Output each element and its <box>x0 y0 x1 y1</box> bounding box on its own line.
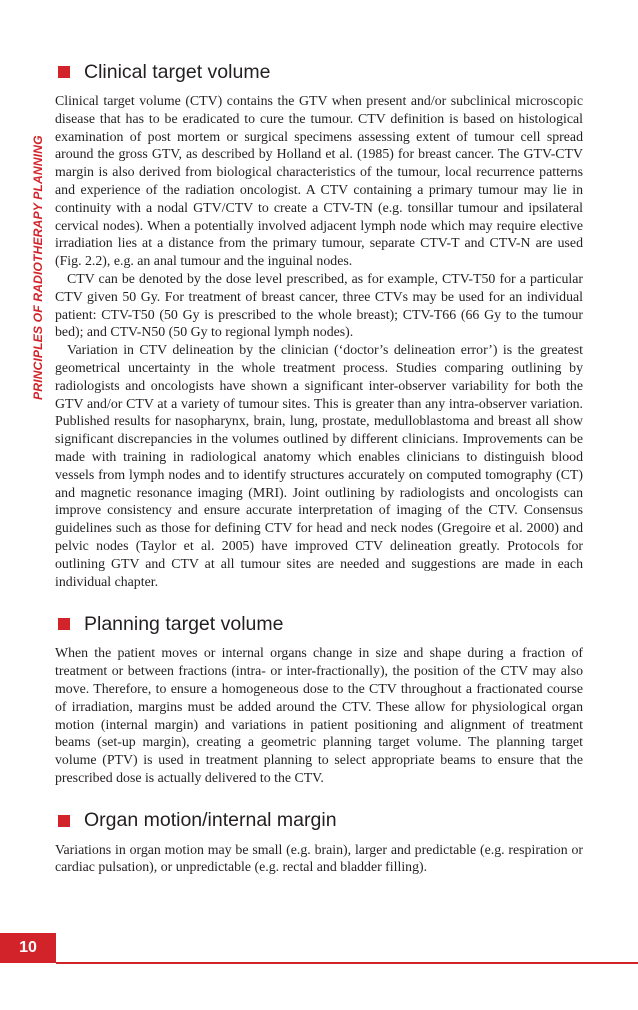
page-number: 10 <box>0 933 56 963</box>
section-heading-text: Planning target volume <box>84 612 284 635</box>
paragraph: When the patient moves or internal organs change in size and shape during a fraction of treatment or between fractions (intra- or inter-fractionally), the position of the CTV may also move. Therefore, to ensure a homogeneous dose to the CTV throughout a fractionated course of irradiation, margins must be added around the CTV. These allow for physiological organ motion (internal margin) and variations in patient positioning and alignment of treatment beams (set-up margin), creating a geometric planning target volume. The planning target volume (PTV) is used in treatment planning to select appropriate beams to ensure that the prescribed dose is actually delivered to the CTV. <box>55 645 583 785</box>
paragraph: Variation in CTV delineation by the clinician (‘doctor’s delineation error’) is the greatest geometrical uncertainty in the whole treatment process. Studies comparing outlining by radiologists and oncologists have shown a significant inter-observer variability for both the GTV and/or CTV at a variety of tumour sites. This is greater than any intra-observer variation. Published results for nasopharynx, brain, lung, prostate, medulloblastoma and breast all show significant discrepancies in the volumes outlined by different clinicians. Improvements can be made with training in radiological anatomy which enables clinicians to distinguish blood vessels from lymph nodes and to identify structures accurately on computed tomography (CT) and magnetic resonance imaging (MRI). Joint outlining by radiologists and oncologists can improve consistency and ensure accurate interpretation of imaging of the CTV. Consensus guidelines such as those for defining CTV for head and neck nodes (Gregoire et al. 2000) and pelvic nodes (Taylor et al. 2005) have improved CTV delineation greatly. Protocols for outlining GTV and CTV at all tumour sites are needed and suggestions are made in each individual chapter. <box>55 342 583 589</box>
page-footer <box>0 933 638 963</box>
section-heading-clinical-target-volume <box>58 58 583 86</box>
section-heading-organ-motion <box>58 807 583 835</box>
paragraph: CTV can be denoted by the dose level prescribed, as for example, CTV-T50 for a particular CTV given 50 Gy. For treatment of breast cancer, three CTVs may be used for an individual patient: CTV-T50 (50 Gy is prescribed to the whole breast); CTV-T66 (66 Gy to the tumour bed); and CTV-N50 (50 Gy to regional lymph nodes). <box>55 270 583 340</box>
page-content <box>55 58 583 876</box>
section-heading-text: Organ motion/internal margin <box>84 809 337 832</box>
running-title: PRINCIPLES OF RADIOTHERAPY PLANNING <box>31 135 45 400</box>
paragraph: Clinical target volume (CTV) contains the GTV when present and/or subclinical microscopic disease that has to be eradicated to cure the tumour. CTV definition is based on histological examination of post mortem or surgical specimens assessing extent of tumour cell spread around the gross GTV, as described by Holland et al. (1985) for breast cancer. The GTV-CTV margin is also derived from biological characteristics of the tumour, local recurrence patterns and experience of the radiation oncologist. A CTV containing a primary tumour may lie in continuity with a nodal GTV/CTV to create a CTV-TN (e.g. tonsillar tumour and ipsilateral cervical nodes). When a potentially involved adjacent lymph node which may require elective irradiation lies at a distance from the primary tumour, separate CTV-T and CTV-N are used (Fig. 2.2), e.g. an anal tumour and the inguinal nodes. <box>55 93 583 269</box>
footer-rule <box>56 962 638 964</box>
section-bullet-icon <box>58 618 70 630</box>
section-heading-text: Clinical target volume <box>84 60 271 83</box>
section-bullet-icon <box>58 66 70 78</box>
paragraph: Variations in organ motion may be small (e.g. brain), larger and predictable (e.g. respiration or cardiac pulsation), or unpredictable (e.g. rectal and bladder filling). <box>55 841 583 875</box>
section-heading-planning-target-volume <box>58 610 583 638</box>
section-bullet-icon <box>58 815 70 827</box>
